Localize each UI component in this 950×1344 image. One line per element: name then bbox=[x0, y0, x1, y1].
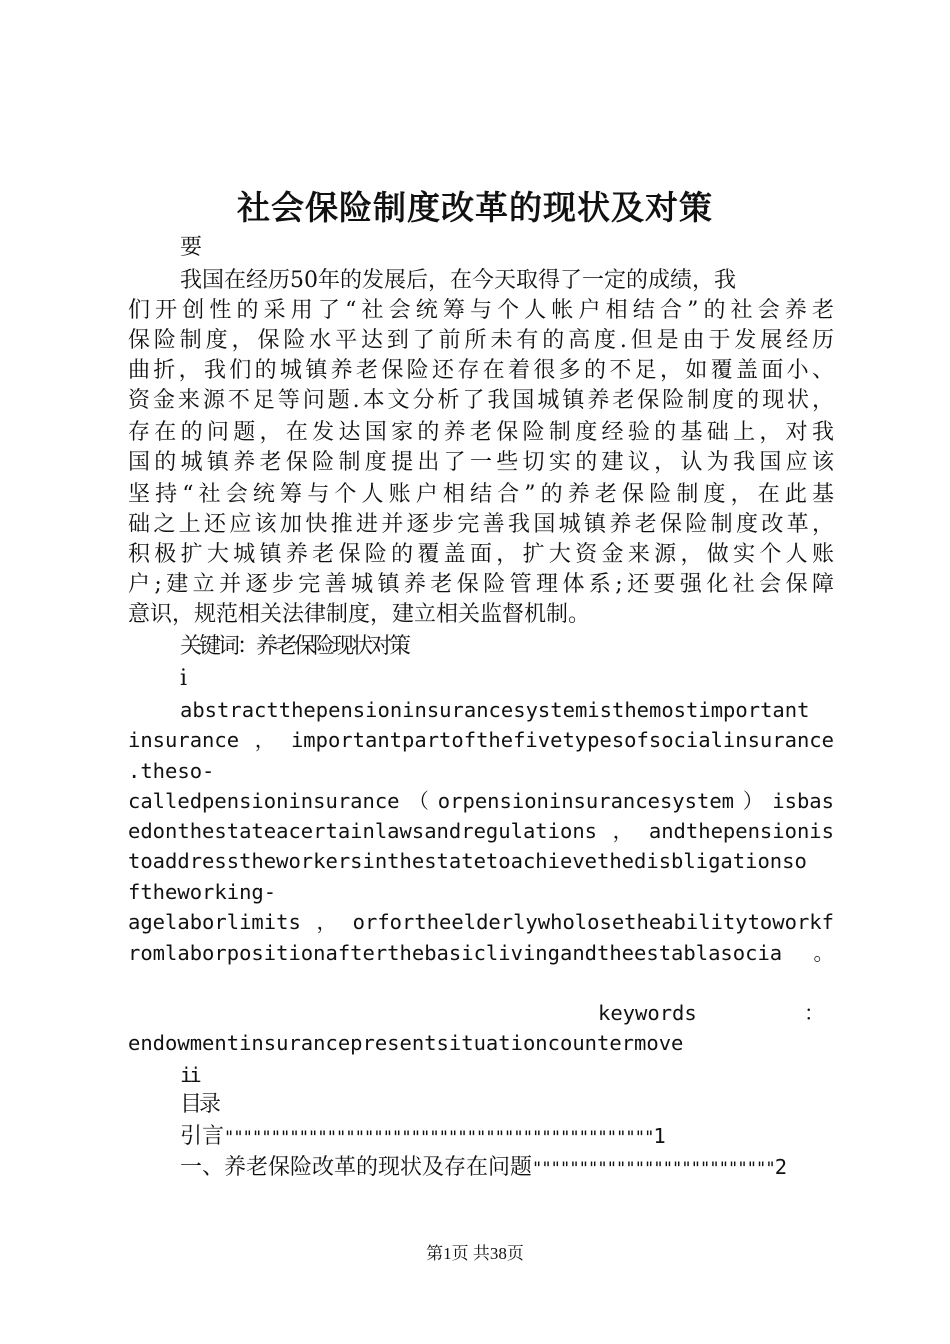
abstract-heading: 要 bbox=[180, 235, 200, 260]
abstract-line: 坚持“社会统筹与个人账户相结合”的养老保险制度，在此基 bbox=[128, 482, 834, 507]
abstract-line: 存在的问题，在发达国家的养老保险制度经验的基础上，对我 bbox=[128, 420, 834, 445]
english-line: ftheworking- bbox=[128, 880, 277, 904]
abstract-line: 们开创性的采用了“社会统筹与个人帐户相结合”的社会养老 bbox=[128, 298, 834, 323]
toc-item[interactable] bbox=[180, 1152, 787, 1184]
english-line: insurance，importantpartofthefivetypesofsocialinsurance bbox=[128, 728, 834, 752]
abstract-line: 国的城镇养老保险制度提出了一些切实的建议，认为我国应该 bbox=[128, 450, 834, 475]
english-line: calledpensioninsurance（orpensioninsurancesystem）isbas bbox=[128, 789, 834, 813]
abstract-line: 曲折，我们的城镇养老保险还存在着很多的不足，如覆盖面小、 bbox=[128, 358, 834, 383]
keywords-cn: 关键词：养老保险现状对策 bbox=[180, 634, 409, 659]
page-marker-ii: ii bbox=[180, 1063, 199, 1087]
abstract-line: 保险制度，保险水平达到了前所未有的高度.但是由于发展经历 bbox=[128, 328, 834, 353]
toc-item-label: 一、养老保险改革的现状及存在问题 bbox=[180, 1155, 533, 1180]
english-line: .theso- bbox=[128, 759, 215, 783]
abstract-line: 我国在经历50年的发展后，在今天取得了一定的成绩，我 bbox=[180, 268, 736, 293]
english-line: toaddresstheworkersinthestatetoachievethedisbligationso bbox=[128, 849, 807, 873]
english-line: romlaborpositionafterthebasiclivingandtheestablasocia。 bbox=[128, 941, 834, 965]
english-line: agelaborlimits，orfortheelderlywholosetheabilitytoworkf bbox=[128, 910, 834, 934]
toc-item-page: 2 bbox=[774, 1155, 788, 1179]
toc-heading: 目录 bbox=[180, 1092, 219, 1117]
page-footer: 第1页 共38页 bbox=[426, 1244, 524, 1263]
abstract-line: 积极扩大城镇养老保险的覆盖面，扩大资金来源，做实个人账 bbox=[128, 542, 834, 567]
abstract-line: 意识，规范相关法律制度，建立相关监督机制。 bbox=[128, 602, 591, 627]
keywords-en-label: keywords bbox=[598, 1001, 697, 1025]
toc-item[interactable] bbox=[180, 1121, 666, 1153]
keywords-en-colon: ： bbox=[804, 1001, 825, 1025]
abstract-line: 础之上还应该加快推进并逐步完善我国城镇养老保险制度改革， bbox=[128, 512, 834, 537]
toc-item-leader: """""""""""""""""""""""""" bbox=[532, 1159, 775, 1179]
abstract-line: 资金来源不足等问题.本文分析了我国城镇养老保险制度的现状， bbox=[128, 388, 834, 413]
toc-item-leader: """""""""""""""""""""""""""""""""""""""""""""" bbox=[224, 1128, 654, 1148]
english-line: edonthestateacertainlawsandregulations，andthepensionis bbox=[128, 819, 834, 843]
english-line: abstractthepensioninsurancesystemisthemostimportant bbox=[180, 698, 810, 722]
toc-item-page: 1 bbox=[653, 1124, 666, 1148]
page-title: 社会保险制度改革的现状及对策 bbox=[237, 188, 713, 227]
toc-item-label: 引言 bbox=[180, 1124, 225, 1149]
abstract-line: 户;建立并逐步完善城镇养老保险管理体系;还要强化社会保障 bbox=[128, 572, 834, 597]
keywords-en-value: endowmentinsurancepresentsituationcountermove bbox=[128, 1031, 684, 1055]
page-marker-i: i bbox=[180, 666, 185, 691]
